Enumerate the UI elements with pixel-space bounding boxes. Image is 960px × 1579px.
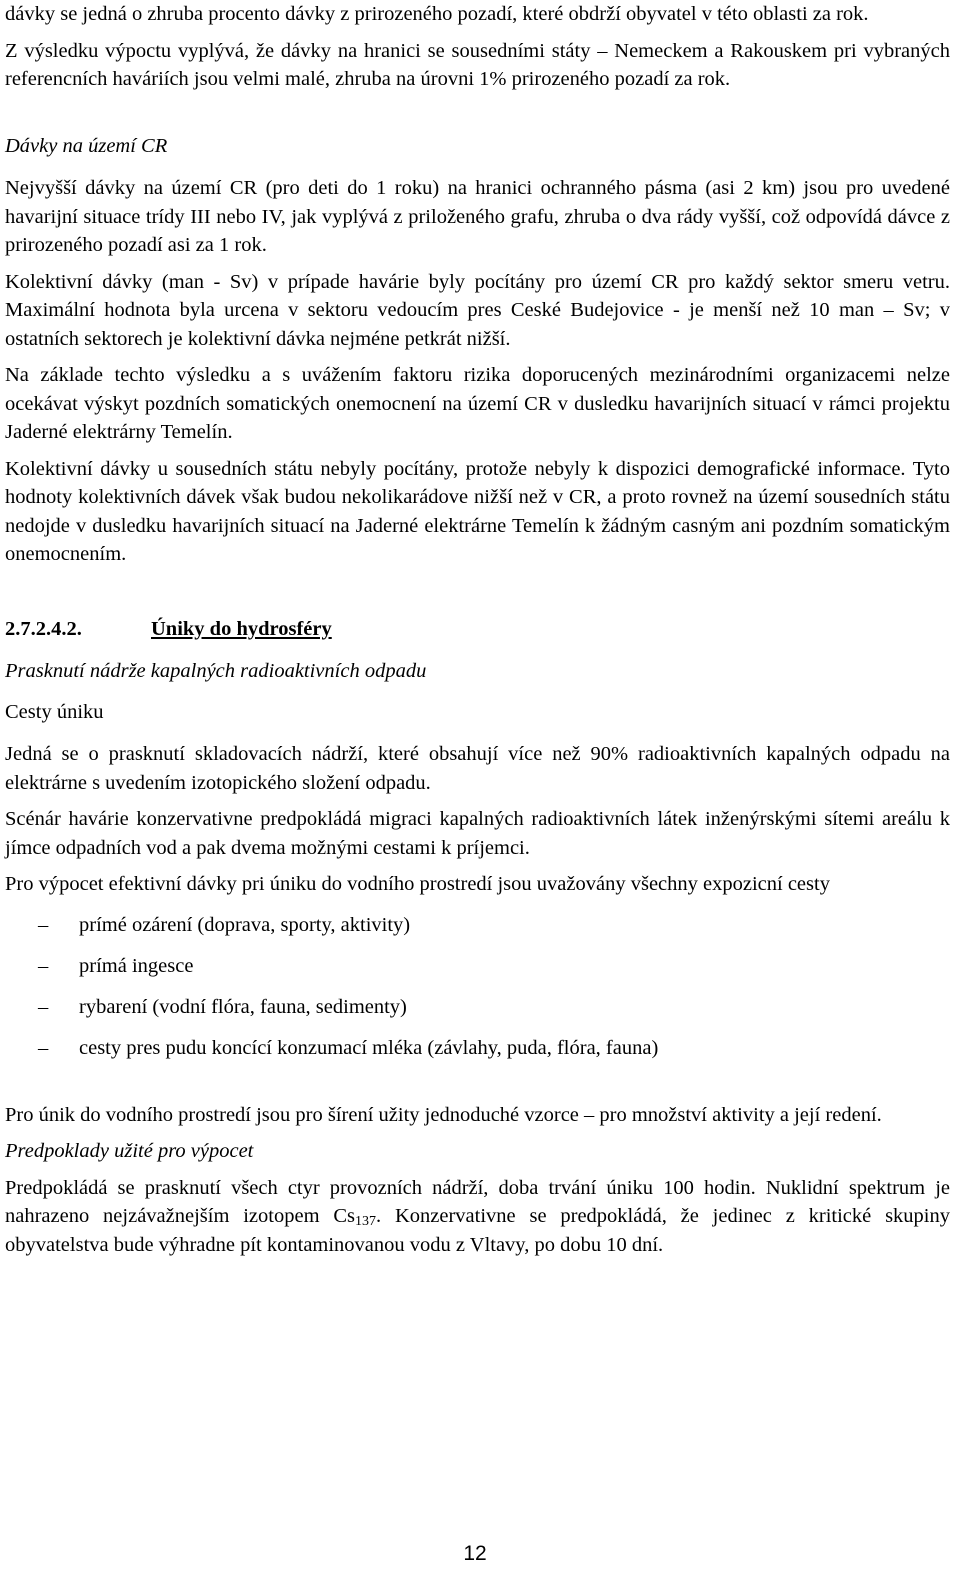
heading-rupture: Prasknutí nádrže kapalných radioaktivních odpadu [5, 660, 427, 682]
heading-assumptions: Predpoklady užité pro výpocet [5, 1140, 254, 1162]
heading-release-paths: Cesty úniku [5, 700, 104, 723]
paragraph-rupture: Jedná se o prasknutí skladovacích nádrží, které obsahují více než 90% radioaktivních kapalných odpadu na elektrárne s uvedením izotopického složení odpadu. [5, 743, 950, 794]
assumptions-text-1: Predpokládá se prasknutí všech ctyr provozních nádrží, doba trvání úniku 100 hodin. Nuklidní spektrum je nahrazeno nejzávažnejším izotopem Cs [5, 1176, 950, 1227]
list-item-text: prímá ingesce [79, 954, 194, 977]
dash-bullet: – [38, 913, 49, 936]
paragraph-intro-continuation: dávky se jedná o zhruba procento dávky z prirozeného pozadí, které obdrží obyvatel v této oblasti za rok. [5, 3, 869, 25]
section-title: Úniky do hydrosféry [151, 617, 332, 640]
paragraph-scenario: Scénár havárie konzervativne predpokládá migraci kapalných radioaktivních látek inženýrskými sítemi areálu k jímce odpadních vod a pak dvema možnými cestami k príjemci. [5, 808, 950, 859]
page-number: 12 [463, 1542, 487, 1565]
section-heading [5, 615, 950, 644]
paragraph-highest-doses: Nejvyšší dávky na území CR (pro deti do 1 roku) na hranici ochranného pásma (asi 2 km) jsou pro uvedené havarijní situace trídy III nebo IV, jak vyplývá z priloženého grafu, zhruba o dva rády vyšší, což odpovídá dávce z prirozeného pozadí asi za 1 rok. [5, 177, 950, 256]
paragraph-neighbors: Kolektivní dávky u sousedních státu nebyly pocítány, protože nebyly k dispozici demografické informace. Tyto hodnoty kolektivních dávek však budou nekolikarádove nižší než v CR, a proto rovnež na území sousedních státu nedojde v dusledku havarijních situací na Jaderné elektrárne Temelín k žádným casným ani pozdním somatickým onemocnením. [5, 457, 950, 565]
list-item [5, 911, 950, 952]
paragraph-assumptions [5, 1174, 950, 1260]
assumptions-text-2: . Konzervativne se predpokládá, že jedinec z kritické skupiny obyvatelstva bude výhradne pít kontaminovanou vodu z Vltavy, po dobu 10 dní. [5, 1205, 950, 1256]
list-item [5, 1034, 950, 1075]
list-item [5, 952, 950, 993]
dash-bullet: – [38, 995, 49, 1018]
document-page [5, 0, 950, 1259]
isotope-subscript: 137 [355, 1214, 377, 1229]
list-item-text: cesty pres pudu koncící konzumací mléka (závlahy, puda, flóra, fauna) [79, 1036, 659, 1059]
paragraph-basis: Na základe techto výsledku a s uvážením faktoru rizika doporucených mezinárodními organizacemi nelze ocekávat výskyt pozdních somatických onemocnení na území CR v dusledku havarijních situací v rámci projektu Jaderné elektrárny Temelín. [5, 364, 950, 443]
dash-bullet: – [38, 1036, 49, 1059]
paragraph-calculation: Pro výpocet efektivní dávky pri úniku do vodního prostredí jsou uvažovány všechny expozicní cesty [5, 873, 830, 895]
paragraph-collective-doses: Kolektivní dávky (man - Sv) v prípade havárie byly pocítány pro území CR pro každý sektor smeru vetru. Maximální hodnota byla urcena v sektoru vedoucím pres Ceské Budejovice - je menší než 10 man – Sv; v ostatních sektorech je kolektivní dávka nejméne petkrát nižší. [5, 270, 950, 350]
list-item-text: rybarení (vodní flóra, fauna, sedimenty) [79, 995, 407, 1018]
paragraph-release: Pro únik do vodního prostredí jsou pro šírení užity jednoduché vzorce – pro množství aktivity a její redení. [5, 1103, 882, 1126]
heading-davky-cr: Dávky na území CR [5, 134, 168, 157]
list-item [5, 993, 950, 1034]
section-number: 2.7.2.4.2. [5, 617, 82, 640]
paragraph-result: Z výsledku výpoctu vyplývá, že dávky na hranici se sousedními státy – Nemeckem a Rakouskem pri vybraných referencních haváriích jsou velmi malé, zhruba na úrovni 1% prirozeného pozadí za rok. [5, 39, 950, 90]
exposure-paths-list [5, 911, 950, 1075]
list-item-text: prímé ozárení (doprava, sporty, aktivity) [79, 913, 411, 936]
dash-bullet: – [38, 954, 49, 977]
